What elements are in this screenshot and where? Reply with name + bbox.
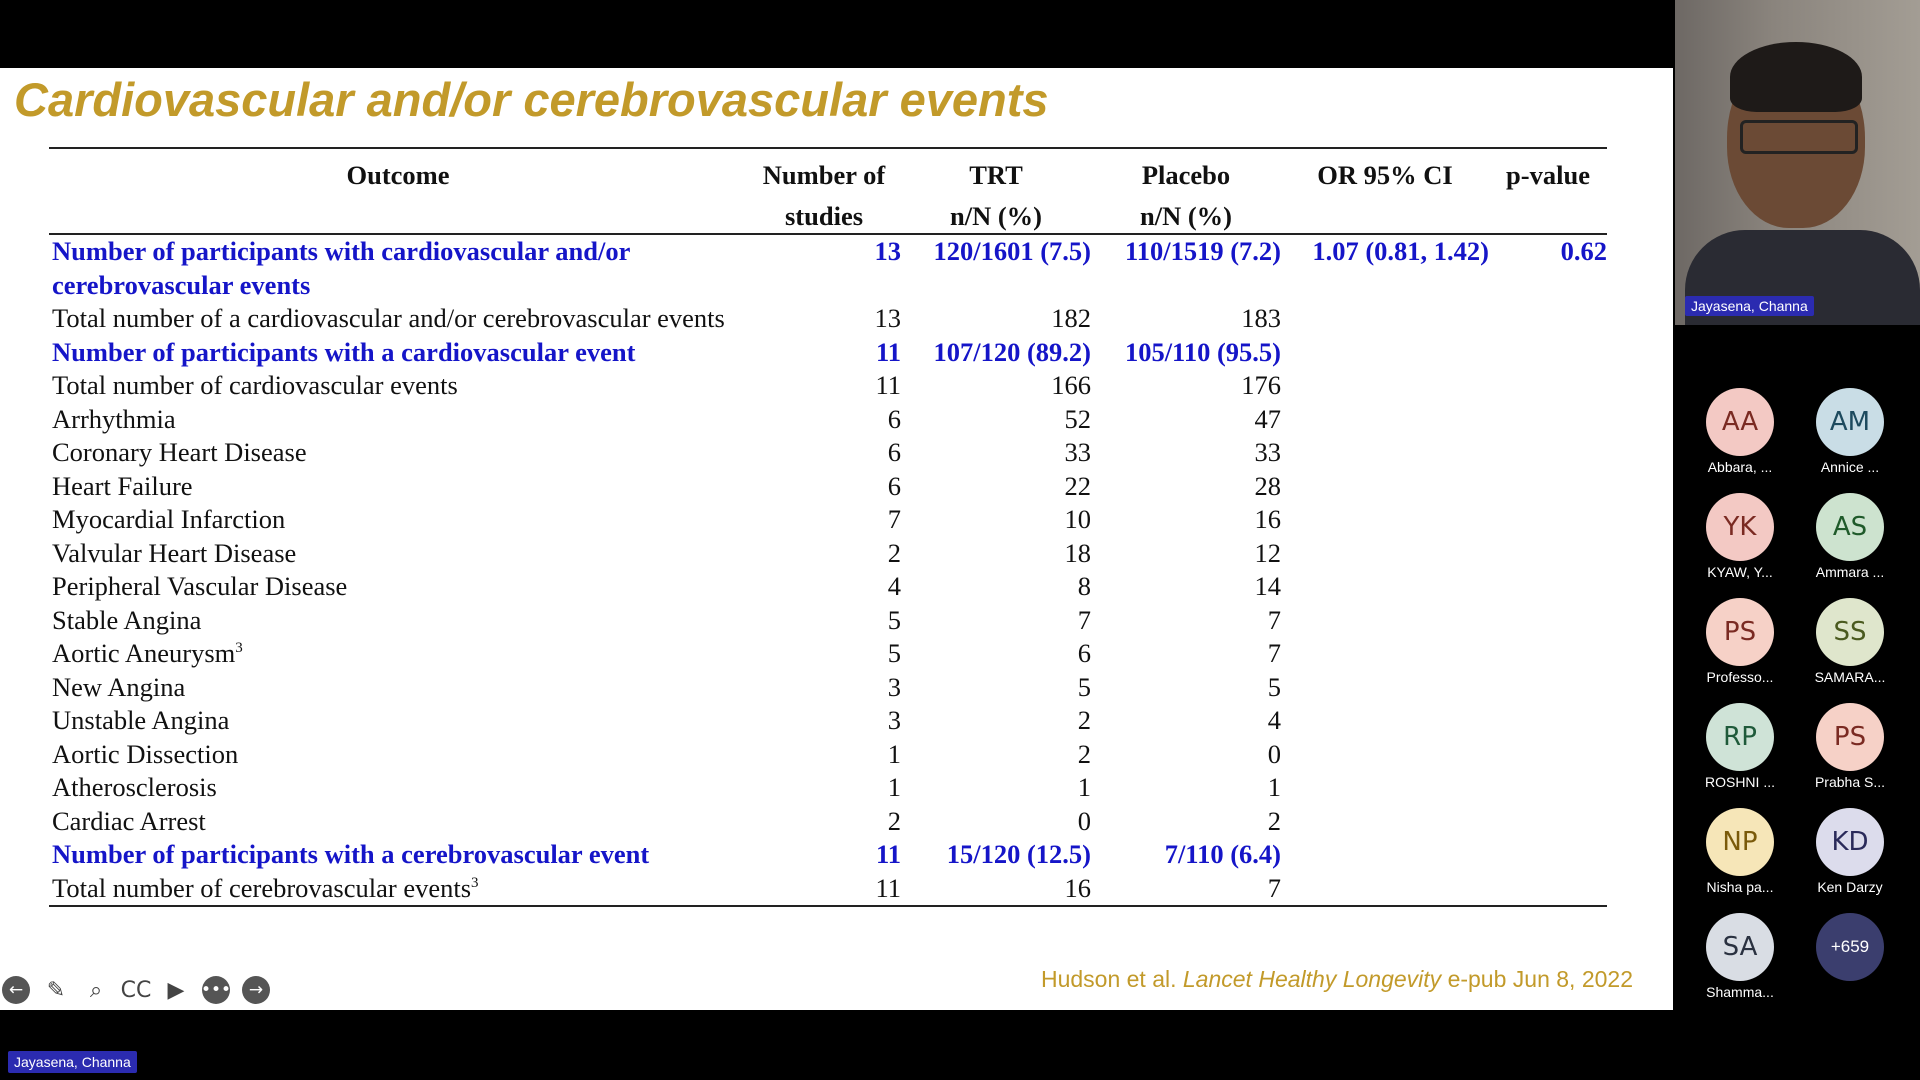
participant-tile[interactable] bbox=[1685, 388, 1795, 475]
cell-or bbox=[1281, 537, 1489, 571]
cell-studies: 11 bbox=[875, 839, 901, 869]
cell-studies: 1 bbox=[887, 738, 901, 769]
outcome-text: Total number of cardiovascular events bbox=[52, 370, 458, 400]
cell-or bbox=[1281, 570, 1489, 604]
cell-placebo: 14 bbox=[1254, 571, 1281, 601]
table-row bbox=[49, 234, 1607, 302]
table-row bbox=[49, 637, 1607, 671]
cell-placebo: 183 bbox=[1241, 303, 1281, 333]
cell-placebo: 12 bbox=[1254, 537, 1281, 568]
cell-or bbox=[1281, 738, 1489, 772]
table-body bbox=[49, 234, 1607, 906]
avatar: AA bbox=[1706, 388, 1774, 456]
table-row bbox=[49, 470, 1607, 504]
slide-title: Cardiovascular and/or cerebrovascular events bbox=[14, 73, 1049, 126]
results-table bbox=[49, 147, 1607, 907]
table-row bbox=[49, 503, 1607, 537]
cell-p bbox=[1489, 805, 1607, 839]
cell-outcome bbox=[49, 771, 747, 805]
cell-studies: 2 bbox=[887, 805, 901, 836]
cell-studies: 3 bbox=[887, 671, 901, 702]
cell-placebo: 16 bbox=[1254, 504, 1281, 534]
cell-trt: 7 bbox=[1077, 604, 1091, 635]
cell-trt: 22 bbox=[1064, 470, 1091, 501]
cell-outcome bbox=[49, 805, 747, 839]
outcome-text: Valvular Heart Disease bbox=[52, 537, 297, 568]
cell-placebo: 4 bbox=[1267, 705, 1281, 735]
header-outcome: Outcome bbox=[346, 159, 450, 190]
citation bbox=[1041, 966, 1633, 993]
cell-or bbox=[1281, 872, 1489, 907]
cell-trt: 52 bbox=[1064, 403, 1091, 434]
cell-placebo: 28 bbox=[1254, 470, 1281, 501]
cell-or bbox=[1281, 336, 1489, 370]
cell-trt: 8 bbox=[1077, 571, 1091, 601]
table-row bbox=[49, 336, 1607, 370]
participant-name: KYAW, Y... bbox=[1707, 564, 1773, 580]
cell-studies: 11 bbox=[875, 370, 901, 400]
cell-or bbox=[1281, 604, 1489, 638]
outcome-text: Atherosclerosis bbox=[52, 772, 217, 802]
presentation-slide bbox=[0, 68, 1673, 1010]
cell-studies: 11 bbox=[875, 872, 901, 903]
cell-or: 1.07 (0.81, 1.42) bbox=[1312, 236, 1489, 266]
more-participants-tile[interactable] bbox=[1795, 913, 1905, 1000]
table-row bbox=[49, 302, 1607, 336]
slide-controls bbox=[2, 976, 270, 1004]
speaker-hair bbox=[1730, 42, 1862, 112]
table-row bbox=[49, 369, 1607, 403]
cell-placebo: 7/110 (6.4) bbox=[1164, 839, 1281, 869]
outcome-text: Number of participants with cardiovascular and/or cerebrovascular events bbox=[52, 236, 630, 300]
cell-placebo: 2 bbox=[1267, 805, 1281, 836]
cell-placebo: 0 bbox=[1267, 738, 1281, 769]
cell-trt: 2 bbox=[1077, 738, 1091, 769]
cell-outcome bbox=[49, 369, 747, 403]
cell-or bbox=[1281, 470, 1489, 504]
table-row bbox=[49, 872, 1607, 907]
participant-tile[interactable] bbox=[1795, 388, 1905, 475]
previous-slide-icon[interactable]: ← bbox=[2, 976, 30, 1004]
cell-placebo: 1 bbox=[1267, 772, 1281, 802]
avatar: NP bbox=[1706, 808, 1774, 876]
avatar: SA bbox=[1706, 913, 1774, 981]
cell-p bbox=[1489, 436, 1607, 470]
header-studies-sub: studies bbox=[784, 201, 864, 231]
outcome-text: New Angina bbox=[52, 671, 186, 702]
cell-trt: 15/120 (12.5) bbox=[946, 839, 1091, 869]
participant-tile[interactable] bbox=[1795, 493, 1905, 580]
video-name-label: Jayasena, Channa bbox=[1685, 296, 1814, 316]
outcome-text: Aortic Aneurysm bbox=[52, 638, 236, 668]
participant-tile[interactable] bbox=[1685, 493, 1795, 580]
participant-name: Professo... bbox=[1706, 669, 1774, 685]
cell-p bbox=[1489, 369, 1607, 403]
cell-trt: 182 bbox=[1051, 303, 1091, 333]
cell-outcome bbox=[49, 436, 747, 470]
cell-outcome bbox=[49, 637, 747, 671]
more-participants-count: +659 bbox=[1816, 913, 1884, 981]
participant-name: SAMARA... bbox=[1814, 669, 1886, 685]
footnote-marker: 3 bbox=[235, 640, 243, 657]
cell-p bbox=[1489, 503, 1607, 537]
cell-or bbox=[1281, 771, 1489, 805]
header-trt-sub: n/N (%) bbox=[949, 201, 1042, 231]
captions-icon[interactable]: CC bbox=[120, 977, 152, 1003]
cell-p bbox=[1489, 570, 1607, 604]
cell-placebo: 33 bbox=[1254, 437, 1281, 467]
header-p: p-value bbox=[1506, 159, 1590, 190]
outcome-text: Coronary Heart Disease bbox=[52, 437, 307, 467]
participant-name: Nisha pa... bbox=[1706, 879, 1774, 895]
cell-or bbox=[1281, 436, 1489, 470]
citation-authors: Hudson et al. bbox=[1040, 966, 1177, 992]
table-row bbox=[49, 436, 1607, 470]
header-trt: TRT bbox=[969, 159, 1023, 190]
cell-or bbox=[1281, 503, 1489, 537]
cell-trt: 33 bbox=[1064, 437, 1091, 467]
table-header-row bbox=[49, 148, 1607, 201]
cell-placebo: 5 bbox=[1267, 671, 1281, 702]
cell-or bbox=[1281, 805, 1489, 839]
footnote-marker: 3 bbox=[471, 874, 479, 891]
cell-outcome bbox=[49, 838, 747, 872]
outcome-text: Number of participants with a cardiovascular event bbox=[52, 336, 636, 367]
cell-studies: 3 bbox=[887, 705, 901, 735]
citation-date: e-pub Jun 8, 2022 bbox=[1447, 966, 1633, 992]
camera-icon[interactable]: ▶ bbox=[167, 977, 185, 1003]
outcome-text: Heart Failure bbox=[52, 470, 193, 501]
cell-or bbox=[1281, 369, 1489, 403]
cell-studies: 6 bbox=[887, 403, 901, 434]
cell-trt: 166 bbox=[1051, 370, 1091, 400]
outcome-text: Total number of cerebrovascular events bbox=[52, 872, 472, 903]
cell-trt: 6 bbox=[1077, 638, 1091, 668]
next-slide-icon[interactable]: → bbox=[242, 976, 270, 1004]
table-row bbox=[49, 403, 1607, 437]
cell-placebo: 7 bbox=[1267, 604, 1281, 635]
cell-studies: 13 bbox=[874, 303, 901, 333]
avatar: AM bbox=[1816, 388, 1884, 456]
participants-panel bbox=[1675, 388, 1920, 1000]
cell-outcome bbox=[49, 604, 747, 638]
participant-name: Ken Darzy bbox=[1817, 879, 1883, 895]
cell-p bbox=[1489, 671, 1607, 705]
participant-tile[interactable] bbox=[1685, 808, 1795, 895]
table-row bbox=[49, 771, 1607, 805]
cell-outcome bbox=[49, 503, 747, 537]
cell-p bbox=[1489, 302, 1607, 336]
cell-studies: 11 bbox=[875, 336, 901, 367]
cell-outcome bbox=[49, 336, 747, 370]
table-subheader-row bbox=[49, 201, 1607, 234]
outcome-text: Total number of a cardiovascular and/or cerebrovascular events bbox=[52, 303, 725, 333]
cell-p bbox=[1489, 738, 1607, 772]
outcome-text: Stable Angina bbox=[52, 604, 202, 635]
cell-outcome bbox=[49, 738, 747, 772]
cell-studies: 5 bbox=[887, 638, 901, 668]
avatar: KD bbox=[1816, 808, 1884, 876]
cell-or bbox=[1281, 637, 1489, 671]
table-row bbox=[49, 805, 1607, 839]
cell-studies: 7 bbox=[887, 504, 901, 534]
participant-name: Shamma... bbox=[1706, 984, 1774, 1000]
outcome-text: Cardiac Arrest bbox=[52, 805, 206, 836]
cell-p: 0.62 bbox=[1560, 236, 1607, 266]
cell-p bbox=[1489, 838, 1607, 872]
cell-or bbox=[1281, 302, 1489, 336]
zoom-icon[interactable]: ⌕ bbox=[89, 977, 103, 1003]
cell-trt: 0 bbox=[1077, 805, 1091, 836]
cell-trt: 18 bbox=[1064, 537, 1091, 568]
header-placebo: Placebo bbox=[1141, 159, 1231, 190]
cell-placebo: 110/1519 (7.2) bbox=[1124, 236, 1281, 266]
table-row bbox=[49, 671, 1607, 705]
cell-outcome bbox=[49, 872, 747, 907]
cell-trt: 107/120 (89.2) bbox=[933, 336, 1091, 367]
cell-or bbox=[1281, 671, 1489, 705]
cell-studies: 5 bbox=[887, 604, 901, 635]
header-placebo-sub: n/N (%) bbox=[1139, 201, 1232, 231]
cell-outcome bbox=[49, 302, 747, 336]
cell-outcome bbox=[49, 671, 747, 705]
cell-outcome bbox=[49, 570, 747, 604]
outcome-text: Unstable Angina bbox=[52, 705, 230, 735]
cell-studies: 13 bbox=[874, 236, 901, 266]
cell-outcome bbox=[49, 704, 747, 738]
outcome-text: Peripheral Vascular Disease bbox=[52, 571, 348, 601]
cell-trt: 10 bbox=[1064, 504, 1091, 534]
participant-tile[interactable] bbox=[1685, 913, 1795, 1000]
cell-p bbox=[1489, 637, 1607, 671]
participant-name: Ammara ... bbox=[1815, 564, 1885, 580]
table-row bbox=[49, 570, 1607, 604]
cell-or bbox=[1281, 704, 1489, 738]
cell-outcome bbox=[49, 470, 747, 504]
header-studies: Number of bbox=[762, 159, 886, 190]
table-row bbox=[49, 704, 1607, 738]
avatar: AS bbox=[1816, 493, 1884, 561]
participant-name: Prabha S... bbox=[1814, 774, 1886, 790]
cell-placebo: 7 bbox=[1267, 872, 1281, 903]
participant-name: Annice ... bbox=[1820, 459, 1880, 475]
participant-tile[interactable] bbox=[1685, 598, 1795, 685]
cell-outcome bbox=[49, 403, 747, 437]
header-or: OR 95% CI bbox=[1317, 159, 1453, 190]
outcome-text: Myocardial Infarction bbox=[52, 504, 286, 534]
participant-tile[interactable] bbox=[1795, 703, 1905, 790]
cell-outcome bbox=[49, 234, 747, 302]
cell-trt: 2 bbox=[1077, 705, 1091, 735]
cell-placebo: 176 bbox=[1241, 370, 1281, 400]
table-row bbox=[49, 838, 1607, 872]
speaker-video-tile[interactable] bbox=[1675, 0, 1920, 325]
cell-trt: 1 bbox=[1077, 772, 1091, 802]
participant-name: Abbara, ... bbox=[1707, 459, 1773, 475]
presenter-name-label: Jayasena, Channa bbox=[8, 1051, 137, 1073]
avatar: SS bbox=[1816, 598, 1884, 666]
cell-trt: 120/1601 (7.5) bbox=[933, 236, 1091, 266]
cell-p bbox=[1489, 403, 1607, 437]
participant-tile[interactable] bbox=[1795, 808, 1905, 895]
participants-grid bbox=[1675, 388, 1920, 1000]
cell-or bbox=[1281, 838, 1489, 872]
cell-trt: 16 bbox=[1064, 872, 1091, 903]
cell-p bbox=[1489, 604, 1607, 638]
avatar: RP bbox=[1706, 703, 1774, 771]
table-row bbox=[49, 604, 1607, 638]
outcome-text: Number of participants with a cerebrovascular event bbox=[52, 839, 650, 869]
citation-journal: Lancet Healthy Longevity bbox=[1182, 966, 1442, 992]
cell-p bbox=[1489, 704, 1607, 738]
outcome-text: Arrhythmia bbox=[52, 403, 176, 434]
participant-tile[interactable] bbox=[1685, 703, 1795, 790]
results-table-container bbox=[49, 147, 1607, 907]
participant-tile[interactable] bbox=[1795, 598, 1905, 685]
cell-studies: 1 bbox=[887, 772, 901, 802]
cell-outcome bbox=[49, 537, 747, 571]
cell-studies: 6 bbox=[887, 437, 901, 467]
cell-placebo: 105/110 (95.5) bbox=[1124, 336, 1281, 367]
cell-trt: 5 bbox=[1077, 671, 1091, 702]
cell-p bbox=[1489, 336, 1607, 370]
participant-name: ROSHNI ... bbox=[1704, 774, 1775, 790]
cell-placebo: 47 bbox=[1254, 403, 1281, 434]
cell-studies: 4 bbox=[887, 571, 901, 601]
avatar: PS bbox=[1706, 598, 1774, 666]
cell-p bbox=[1489, 771, 1607, 805]
pen-icon[interactable]: ✎ bbox=[46, 977, 66, 1003]
table-row bbox=[49, 738, 1607, 772]
outcome-text: Aortic Dissection bbox=[52, 738, 239, 769]
cell-studies: 2 bbox=[887, 537, 901, 568]
cell-studies: 6 bbox=[887, 470, 901, 501]
avatar: PS bbox=[1816, 703, 1884, 771]
cell-p bbox=[1489, 872, 1607, 907]
cell-placebo: 7 bbox=[1267, 638, 1281, 668]
speaker-glasses bbox=[1740, 120, 1858, 154]
cell-p bbox=[1489, 537, 1607, 571]
cell-p bbox=[1489, 470, 1607, 504]
cell-or bbox=[1281, 403, 1489, 437]
more-icon[interactable]: ••• bbox=[202, 976, 230, 1004]
avatar: YK bbox=[1706, 493, 1774, 561]
table-row bbox=[49, 537, 1607, 571]
